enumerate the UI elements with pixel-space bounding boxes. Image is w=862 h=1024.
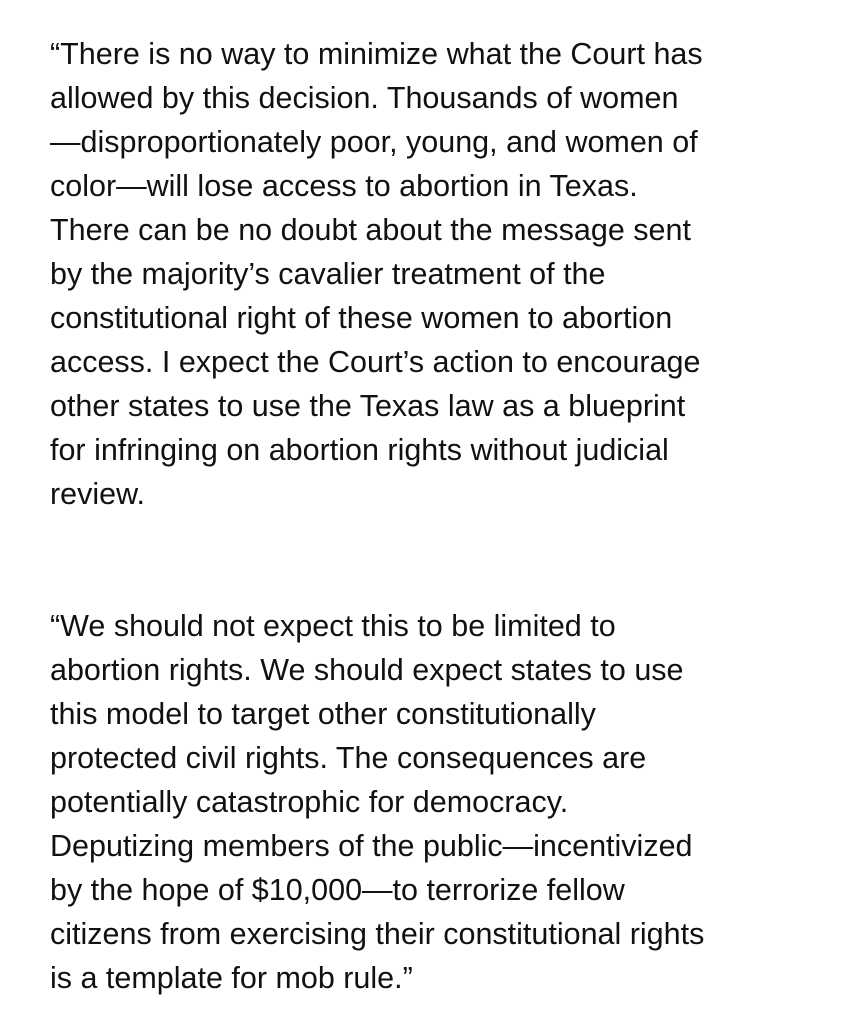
- text-line: color—will lose access to abortion in Texas.: [50, 169, 638, 203]
- text-line: “There is no way to minimize what the Court has: [50, 37, 703, 71]
- paragraph-1: [50, 32, 840, 516]
- text-line: citizens from exercising their constitutional rights: [50, 917, 705, 951]
- text-line: for infringing on abortion rights without judicial: [50, 433, 669, 467]
- text-line: —disproportionately poor, young, and women of: [50, 125, 698, 159]
- text-line: by the hope of $10,000—to terrorize fellow: [50, 873, 625, 907]
- text-line: “We should not expect this to be limited to: [50, 609, 616, 643]
- statement-document: [50, 32, 840, 1000]
- text-line: abortion rights. We should expect states to use: [50, 653, 684, 687]
- text-line: other states to use the Texas law as a blueprint: [50, 389, 686, 423]
- text-line: protected civil rights. The consequences are: [50, 741, 647, 775]
- text-line: by the majority’s cavalier treatment of the: [50, 257, 606, 291]
- paragraph-2: [50, 604, 840, 1000]
- text-line: access. I expect the Court’s action to encourage: [50, 345, 701, 379]
- text-line: Deputizing members of the public—incentivized: [50, 829, 693, 863]
- text-line: review.: [50, 477, 145, 511]
- text-line: allowed by this decision. Thousands of women: [50, 81, 679, 115]
- text-line: There can be no doubt about the message sent: [50, 213, 691, 247]
- text-line: potentially catastrophic for democracy.: [50, 785, 569, 819]
- text-line: constitutional right of these women to abortion: [50, 301, 673, 335]
- text-line: is a template for mob rule.”: [50, 961, 413, 995]
- text-line: this model to target other constitutionally: [50, 697, 596, 731]
